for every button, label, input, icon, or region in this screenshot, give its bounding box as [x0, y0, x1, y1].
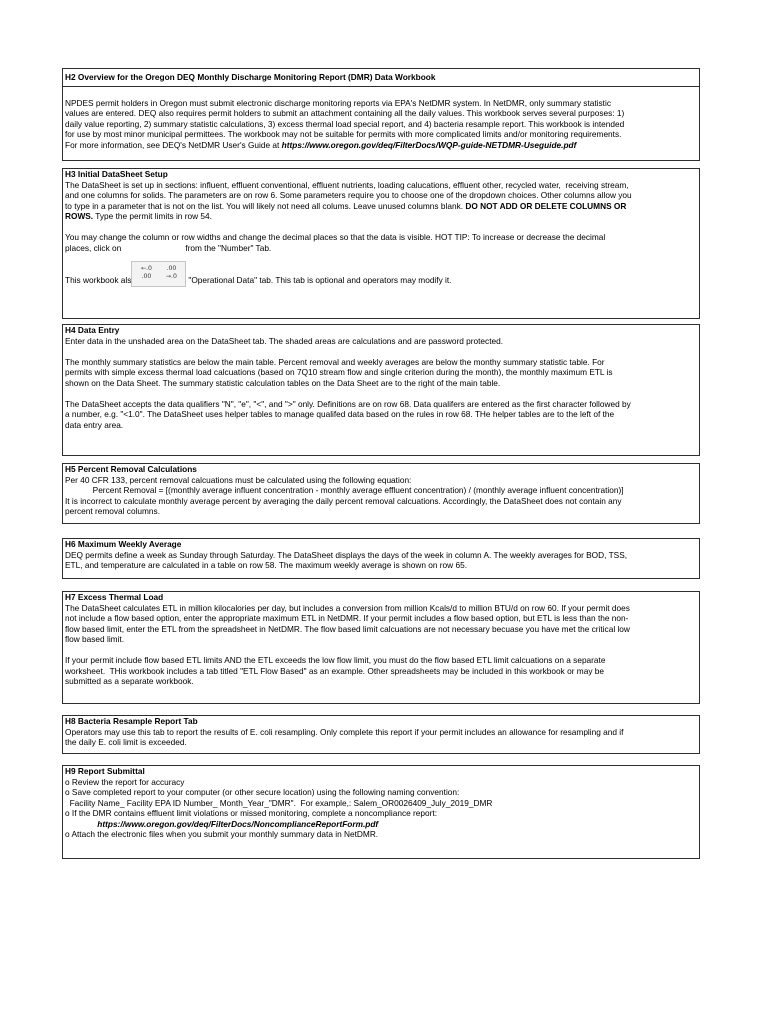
text-run: This workbook als	[65, 275, 132, 285]
section-body	[65, 727, 697, 748]
text-line	[65, 211, 697, 222]
increase-decimal-glyph: ←.0	[140, 265, 152, 272]
section-heading: H5 Percent Removal Calculations	[65, 464, 197, 474]
text-run: from the "Number" Tab.	[185, 242, 272, 253]
decimal-places-buttons-icon	[131, 261, 186, 287]
section-heading: H3 Initial DataSheet Setup	[65, 169, 168, 179]
section-heading: H4 Data Entry	[65, 325, 120, 335]
text-line	[65, 201, 697, 212]
paragraph	[65, 655, 697, 687]
section-h6	[62, 538, 700, 579]
text-line: DEQ permits define a week as Sunday through Saturday. The DataSheet displays the days of the week in column A. The weekly averages for BOD, TSS,	[65, 549, 628, 560]
text-line: o Save completed report to your computer (or other secure location) using the following naming convention:	[65, 787, 460, 797]
text-run: places, click on	[65, 242, 122, 253]
url-link[interactable]: https://www.oregon.gov/deq/FilterDocs/NoncomplianceReportForm.pdf	[97, 818, 379, 829]
text-line: o If the DMR contains effluent limit violations or missed monitoring, complete a noncompliance report:	[65, 808, 437, 818]
bold-text: DO NOT ADD OR DELETE COLUMNS OR	[465, 200, 627, 211]
text-line: The monthly summary statistics are below the main table. Percent removal and weekly averages are below the monthy summary statistic table. For	[65, 356, 605, 367]
paragraph	[65, 550, 697, 571]
text-line	[65, 819, 697, 830]
paragraph	[65, 727, 697, 748]
section-body	[65, 550, 697, 571]
text-line: worksheet. THis workbook includes a tab titled "ETL Flow Based" as an example. Other spreadsheets may be included in this workbook or may be	[65, 665, 604, 676]
decrease-decimal-glyph: →.0	[165, 273, 177, 280]
text-line: percent removal columns.	[65, 506, 160, 516]
text-line: not include a flow based option, enter the appropriate maximum ETL in NetDMR. If your permit includes a flow based option, but ETL is less than the non-	[65, 613, 629, 623]
section-h7	[62, 591, 700, 704]
text-line: o Review the report for accuracy	[65, 776, 185, 787]
section-h5	[62, 463, 700, 524]
paragraph	[65, 777, 697, 840]
text-line: NPDES permit holders in Oregon must submit electronic discharge monitoring reports via EPA's NetDMR system. In NetDMR, only summary statistic	[65, 97, 611, 108]
section-h3	[62, 168, 700, 319]
text-line: Per 40 CFR 133, percent removal calcuations must be calculated using the following equation:	[65, 474, 412, 485]
text-line: The DataSheet accepts the data qualifiers "N", "e", "<", and ">" only. Definitions are on row 68. Data qualifers are entered as the first character followed by	[65, 398, 631, 409]
text-line: ETL, and temperature are calculated in a table on row 58. The maximum weekly average is shown on row 65.	[65, 560, 467, 570]
text-run	[65, 819, 97, 829]
text-line: Facility Name_ Facility EPA ID Number_ Month_Year_"DMR". For example,: Salem_OR0026409_July_2019_DMR	[65, 797, 493, 808]
section-h2	[62, 68, 700, 161]
section-heading: H2 Overview for the Oregon DEQ Monthly Discharge Monitoring Report (DMR) Data Workbook	[63, 69, 699, 87]
paragraph	[65, 603, 697, 645]
decrease-decimal-icon	[160, 265, 182, 281]
section-body	[65, 475, 697, 517]
text-line: The DataSheet calculates ETL in million kilocalories per day, but includes a conversion from million Kcals/d to million BTU/d on row 60. If your permit does	[65, 602, 630, 613]
text-line: If your permit include flow based ETL limits AND the ETL exceeds the low flow limit, you must do the flow based ETL limit calcuations on a separate	[65, 655, 606, 665]
section-body	[65, 777, 697, 840]
increase-decimal-glyph: .00	[141, 273, 152, 280]
text-line: submitted as a separate workbook.	[65, 676, 194, 686]
text-line	[65, 140, 697, 151]
paragraph	[65, 475, 697, 517]
text-line	[65, 261, 697, 287]
section-body	[65, 180, 697, 288]
paragraph	[65, 232, 697, 287]
decrease-decimal-glyph: .00	[166, 265, 177, 272]
section-h8	[62, 715, 700, 754]
bold-text: ROWS.	[65, 211, 94, 221]
paragraph	[65, 357, 697, 389]
paragraph	[65, 399, 697, 431]
section-h9	[62, 765, 700, 859]
text-line: a number, e.g. "<1.0". The DataSheet uses helper tables to manage qualifed data based on the rules in row 68. THe helper tables are to the left of the	[65, 409, 615, 419]
increase-decimal-icon	[135, 265, 157, 281]
text-line: flow based limit, enter the ETL from the spreadsheet in NetDMR. The flow based limit calcuations are not necessary becuase you have met the critical low	[65, 623, 630, 634]
url-link[interactable]: https://www.oregon.gov/deq/FilterDocs/WQP-guide-NETDMR-Useguide.pdf	[281, 139, 577, 150]
section-h4	[62, 324, 700, 456]
section-body	[65, 603, 697, 687]
text-line: Enter data in the unshaded area on the DataSheet tab. The shaded areas are calculations and are password protected.	[65, 335, 504, 346]
text-line: daily value reporting, 2) summary statistic calculations, 3) excess thermal load special report, and 4) bacteria resample report. This workbook is intended	[65, 118, 625, 129]
text-line: flow based limit.	[65, 634, 125, 644]
text-line: shown on the Data Sheet. The summary statistic calculation tables on the Data Sheet are to the right of the main table.	[65, 377, 501, 388]
section-heading: H8 Bacteria Resample Report Tab	[65, 716, 198, 726]
text-line: o Attach the electronic files when you submit your monthly summary data in NetDMR.	[65, 829, 379, 839]
text-run: to type in a parameter that is not on the list. You will likely not need all colums. Leave unused columns blank.	[65, 200, 466, 211]
text-line: Percent Removal = [(monthly average influent concentration - monthly average effluent concentration) / (monthly average influent concentration)]	[65, 485, 624, 495]
text-line: values are entered. DEQ also requires permit holders to submit an attachment containing all the daily values. This workbook serves several purposes: 1)	[65, 108, 625, 118]
paragraph	[65, 98, 697, 151]
text-line: It is incorrect to calculate monthly average percent by averaging the daily percent removal calcuations. Accordingly, the DataSheet does not contain any	[65, 495, 622, 506]
text-line: You may change the column or row widths and change the decimal places so that the data is visible. HOT TIP: To increase or decrease the decimal	[65, 232, 606, 242]
section-heading: H7 Excess Thermal Load	[65, 592, 164, 602]
text-line: and one columns for solids. The parameters are on row 6. Some parameters require you to choose one of the dropdown choices. Other columns allow you	[65, 190, 632, 200]
text-run: "Operational Data" tab. This tab is optional and operators may modify it.	[188, 275, 452, 285]
section-heading: H6 Maximum Weekly Average	[65, 539, 182, 549]
text-run: Type the permit limits in row 54.	[93, 211, 212, 221]
text-run: For more information, see DEQ's NetDMR User's Guide at	[65, 139, 282, 150]
text-line	[65, 243, 697, 254]
paragraph	[65, 336, 697, 347]
paragraph	[65, 180, 697, 222]
text-line: data entry area.	[65, 419, 124, 430]
section-body	[65, 336, 697, 431]
text-line: for use by most minor municipal permittees. The workbook may not be suitable for permits with more complicated limits and/or monitoring requirements.	[65, 129, 622, 139]
text-line: Operators may use this tab to report the results of E. coli resampling. Only complete this report if your permit includes an allowance for resampling and if	[65, 726, 624, 737]
text-line: permits with simple excess thermal load calcuations (based on 7Q10 stream flow and single criterion during the month), the monthly maximum ETL is	[65, 367, 613, 377]
section-heading: H9 Report Submittal	[65, 766, 145, 776]
text-line: The DataSheet is set up in sections: influent, effluent conventional, effluent nutrients, loading calucations, effluent other, recycled water, receiving stream,	[65, 179, 629, 190]
section-body	[65, 87, 697, 150]
text-line: the daily E. coli limit is exceeded.	[65, 737, 187, 747]
